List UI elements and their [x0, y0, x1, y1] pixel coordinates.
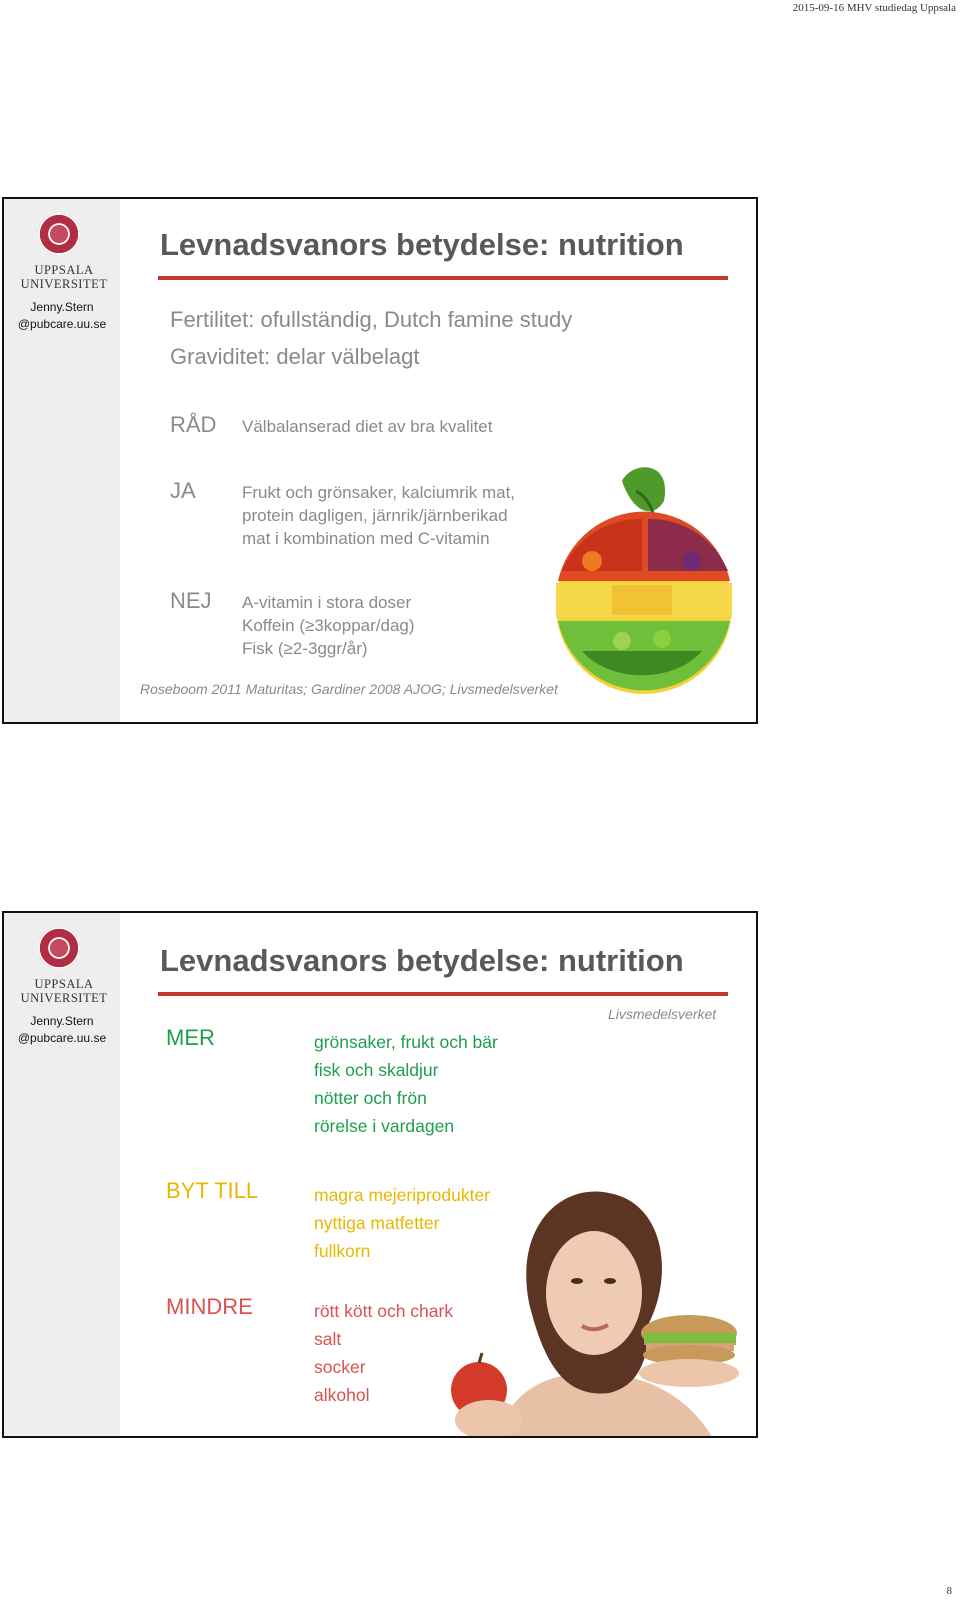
title-divider	[158, 992, 728, 996]
slide-title: Levnadsvanors betydelse: nutrition	[160, 943, 684, 978]
email-line: Jenny.Stern	[30, 1014, 94, 1028]
slide-title: Levnadsvanors betydelse: nutrition	[160, 227, 684, 262]
advice-text: Välbalanserad diet av bra kvalitet	[242, 417, 493, 436]
less-list	[314, 1297, 453, 1409]
fruit-vegetable-apple-image	[552, 461, 742, 701]
woman-apple-burger-image	[434, 1183, 754, 1438]
citation: Roseboom 2011 Maturitas; Gardiner 2008 AJOG; Livsmedelsverket	[140, 681, 558, 697]
less-item: salt	[314, 1329, 342, 1349]
no-item: Koffein (≥3koppar/dag)	[242, 616, 415, 635]
university-name-line: UPPSALA	[34, 977, 94, 991]
more-item: grönsaker, frukt och bär	[314, 1032, 498, 1052]
more-label: MER	[166, 1025, 215, 1050]
yes-item: mat i kombination med C-vitamin	[242, 529, 490, 548]
slide-1	[2, 197, 758, 724]
source-label: Livsmedelsverket	[608, 1006, 717, 1022]
less-label: MINDRE	[166, 1294, 253, 1319]
yes-list	[242, 481, 515, 550]
slide-2	[2, 911, 758, 1438]
less-item: socker	[314, 1357, 366, 1377]
email-line: @pubcare.uu.se	[17, 317, 107, 331]
no-list	[242, 591, 415, 660]
pregnancy-line: Graviditet: delar välbelagt	[170, 344, 420, 369]
university-name-line: UNIVERSITET	[20, 991, 108, 1005]
author-email	[6, 1013, 118, 1047]
author-email	[6, 299, 118, 333]
fertility-line: Fertilitet: ofullständig, Dutch famine study	[170, 307, 573, 332]
more-list	[314, 1028, 498, 1140]
no-item: A-vitamin i stora doser	[242, 593, 412, 612]
university-name-line: UPPSALA	[34, 263, 94, 277]
university-name-line: UNIVERSITET	[20, 277, 108, 291]
email-line: Jenny.Stern	[30, 300, 94, 314]
more-item: nötter och frön	[314, 1088, 427, 1108]
sidebar	[4, 199, 120, 722]
page-header: 2015-09-16 MHV studiedag Uppsala	[792, 2, 956, 14]
yes-item: protein dagligen, järnrik/järnberikad	[242, 506, 508, 525]
swap-item: magra mejeriprodukter	[314, 1185, 491, 1205]
no-item: Fisk (≥2-3ggr/år)	[242, 639, 368, 658]
no-label: NEJ	[170, 588, 212, 613]
swap-item: nyttiga matfetter	[314, 1213, 440, 1233]
yes-label: JA	[170, 478, 196, 503]
sidebar	[4, 913, 120, 1436]
university-seal-icon	[38, 213, 80, 255]
swap-item: fullkorn	[314, 1241, 371, 1261]
university-name	[12, 263, 116, 291]
more-item: rörelse i vardagen	[314, 1116, 455, 1136]
more-item: fisk och skaldjur	[314, 1060, 439, 1080]
advice-label: RÅD	[170, 412, 217, 437]
university-seal-icon	[38, 927, 80, 969]
email-line: @pubcare.uu.se	[17, 1031, 107, 1045]
swap-label: BYT TILL	[166, 1178, 259, 1203]
less-item: alkohol	[314, 1385, 370, 1405]
less-item: rött kött och chark	[314, 1301, 454, 1321]
university-name	[12, 977, 116, 1005]
yes-item: Frukt och grönsaker, kalciumrik mat,	[242, 483, 516, 502]
page-number: 8	[946, 1585, 952, 1597]
title-divider	[158, 276, 728, 280]
